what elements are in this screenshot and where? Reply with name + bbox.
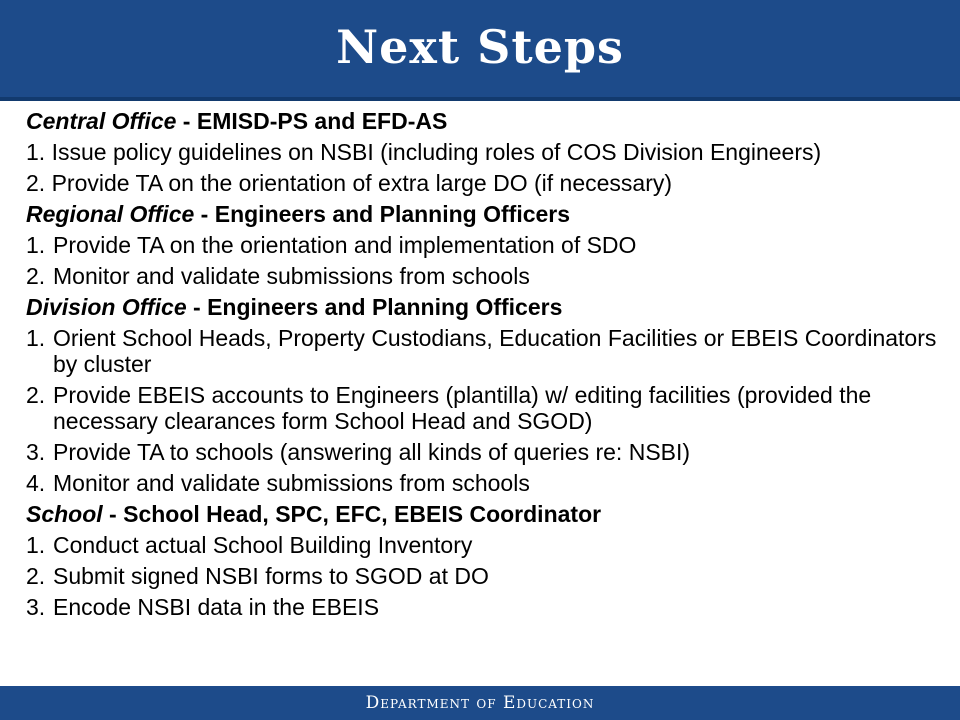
section-heading-central-office (26, 108, 946, 134)
list-item (26, 170, 946, 196)
office-units: School Head, SPC, EFC, EBEIS Coordinator (123, 501, 602, 527)
item-text: Orient School Heads, Property Custodians, Education Facilities or EBEIS Coordinators by cluster (53, 325, 937, 377)
office-name: School (26, 501, 103, 527)
item-number: 1. (26, 532, 46, 558)
item-number: 1. (26, 325, 46, 351)
title-bar (0, 0, 960, 97)
item-number: 1. (26, 232, 46, 258)
item-text: Encode NSBI data in the EBEIS (53, 594, 380, 620)
item-text: Provide TA to schools (answering all kinds of queries re: NSBI) (53, 439, 691, 465)
item-text: Monitor and validate submissions from schools (53, 263, 530, 289)
list-item (26, 439, 946, 465)
slide-content (26, 108, 946, 625)
item-text: Issue policy guidelines on NSBI (including roles of COS Division Engineers) (51, 139, 822, 165)
heading-separator: - (186, 294, 208, 320)
list-item (26, 532, 946, 558)
office-name: Regional Office (26, 201, 195, 227)
item-number: 3. (26, 594, 46, 620)
heading-separator: - (176, 108, 197, 134)
item-number: 2. (26, 170, 52, 196)
list-item (26, 563, 946, 589)
section-heading-regional-office (26, 201, 946, 227)
item-number: 3. (26, 439, 46, 465)
list-item (26, 232, 946, 258)
heading-separator: - (102, 501, 124, 527)
slide-title: Next Steps (336, 19, 624, 74)
list-item (26, 263, 946, 289)
list-item (26, 594, 946, 620)
item-number: 1. (26, 139, 52, 165)
item-text: Provide EBEIS accounts to Engineers (plantilla) w/ editing facilities (provided the necessary clearances form School Head and SGOD) (53, 382, 872, 434)
item-number: 4. (26, 470, 46, 496)
section-heading-school (26, 501, 946, 527)
list-item (26, 382, 946, 434)
office-units: Engineers and Planning Officers (214, 201, 571, 227)
heading-separator: - (194, 201, 215, 227)
footer-label: Department of Education (365, 693, 595, 713)
list-item (26, 470, 946, 496)
item-text: Monitor and validate submissions from schools (53, 470, 530, 496)
item-number: 2. (26, 563, 46, 589)
section-heading-division-office (26, 294, 946, 320)
item-text: Provide TA on the orientation and implementation of SDO (53, 232, 637, 258)
list-item (26, 325, 946, 377)
item-text: Provide TA on the orientation of extra large DO (if necessary) (51, 170, 673, 196)
title-divider (0, 97, 960, 101)
item-number: 2. (26, 382, 46, 408)
office-name: Division Office (26, 294, 187, 320)
office-units: EMISD-PS and EFD-AS (196, 108, 448, 134)
list-item (26, 139, 946, 165)
footer-bar (0, 686, 960, 720)
item-text: Conduct actual School Building Inventory (53, 532, 473, 558)
office-name: Central Office (26, 108, 177, 134)
item-number: 2. (26, 263, 46, 289)
item-text: Submit signed NSBI forms to SGOD at DO (53, 563, 489, 589)
office-units: Engineers and Planning Officers (207, 294, 563, 320)
